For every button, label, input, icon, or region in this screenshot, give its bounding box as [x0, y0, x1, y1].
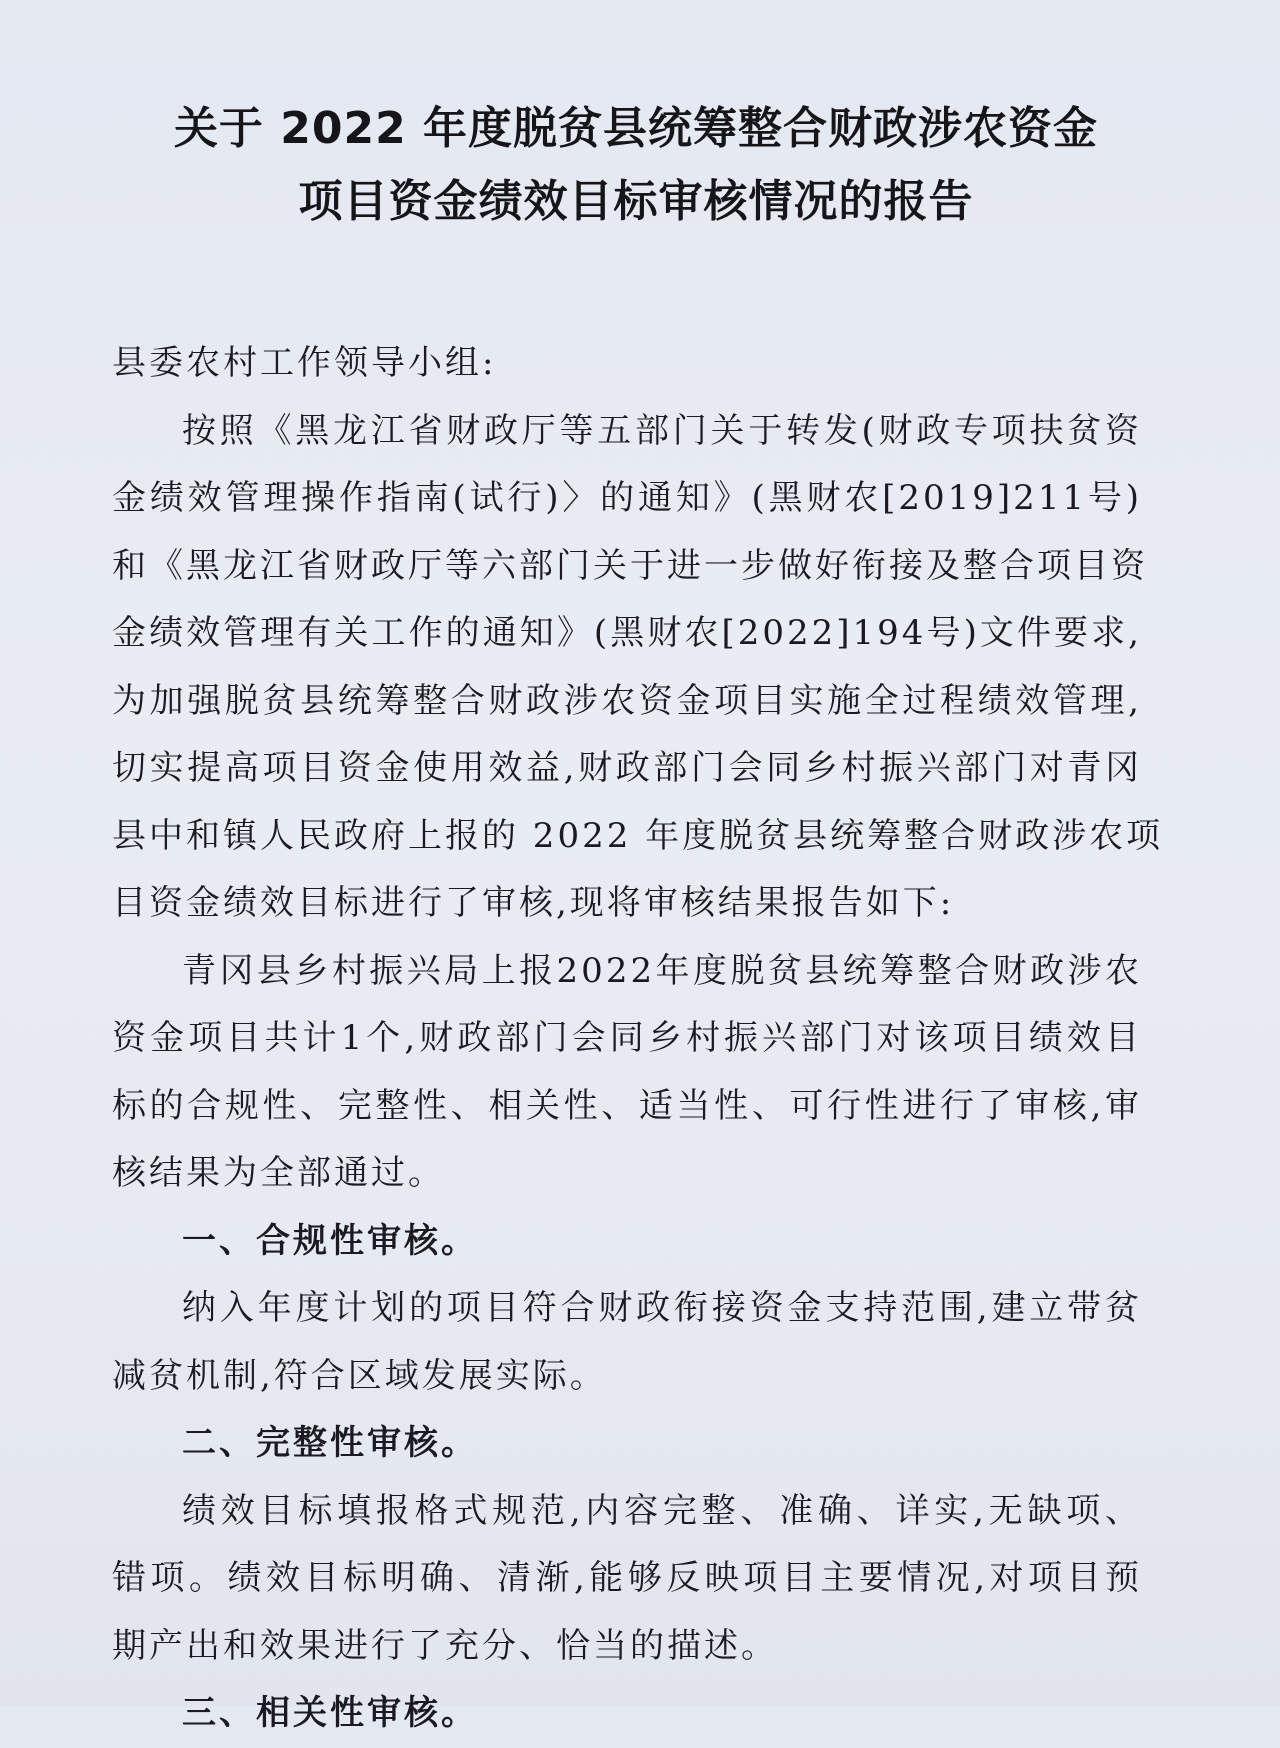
- paragraph-line: 和《黑龙江省财政厅等六部门关于进一步做好衔接及整合项目资: [112, 545, 1148, 586]
- section-heading: 三、相关性审核。: [182, 1693, 478, 1733]
- document-body: [112, 330, 1164, 1748]
- section-heading: 二、完整性审核。: [182, 1423, 478, 1463]
- paragraph-line: 减贫机制,符合区域发展实际。: [112, 1355, 607, 1396]
- paragraph-line: 金绩效管理操作指南(试行)〉的通知》(黑财农[2019]211号): [112, 478, 1142, 518]
- paragraph-line: 按照《黑龙江省财政厅等五部门关于转发(财政专项扶贫资: [182, 410, 1142, 451]
- document-title-line-2: 项目资金绩效目标审核情况的报告: [298, 176, 974, 227]
- paragraph-line: 为加强脱贫县统筹整合财政涉农资金项目实施全过程绩效管理,: [112, 680, 1142, 721]
- paragraph-line: 核结果为全部通过。: [112, 1153, 445, 1193]
- section-heading: 一、合规性审核。: [182, 1220, 478, 1261]
- paragraph-line: 切实提高项目资金使用效益,财政部门会同乡村振兴部门对青冈: [112, 748, 1142, 788]
- salutation: 县委农村工作领导小组:: [112, 343, 497, 383]
- paragraph-line: 目资金绩效目标进行了审核,现将审核结果报告如下:: [112, 883, 955, 923]
- paragraph-line: 青冈县乡村振兴局上报2022年度脱贫县统筹整合财政涉农: [182, 950, 1142, 991]
- paragraph-line: 资金项目共计1个,财政部门会同乡村振兴部门对该项目绩效目: [112, 1018, 1142, 1058]
- paragraph-line: 绩效目标填报格式规范,内容完整、准确、详实,无缺项、: [182, 1490, 1142, 1531]
- paragraph-line: 金绩效管理有关工作的通知》(黑财农[2022]194号)文件要求,: [112, 613, 1142, 653]
- paragraph-line: 标的合规性、完整性、相关性、适当性、可行性进行了审核,审: [112, 1085, 1142, 1126]
- paragraph-line: 期产出和效果进行了充分、恰当的描述。: [112, 1625, 778, 1666]
- paragraph-line: 错项。绩效目标明确、清渐,能够反映项目主要情况,对项目预: [112, 1558, 1142, 1598]
- paragraph-line: 县中和镇人民政府上报的 2022 年度脱贫县统筹整合财政涉农项: [112, 815, 1164, 856]
- document-title-line-1: 关于 2022 年度脱贫县统筹整合财政涉农资金: [173, 103, 1099, 154]
- paragraph-line: 纳入年度计划的项目符合财政衔接资金支持范围,建立带贫: [182, 1288, 1142, 1328]
